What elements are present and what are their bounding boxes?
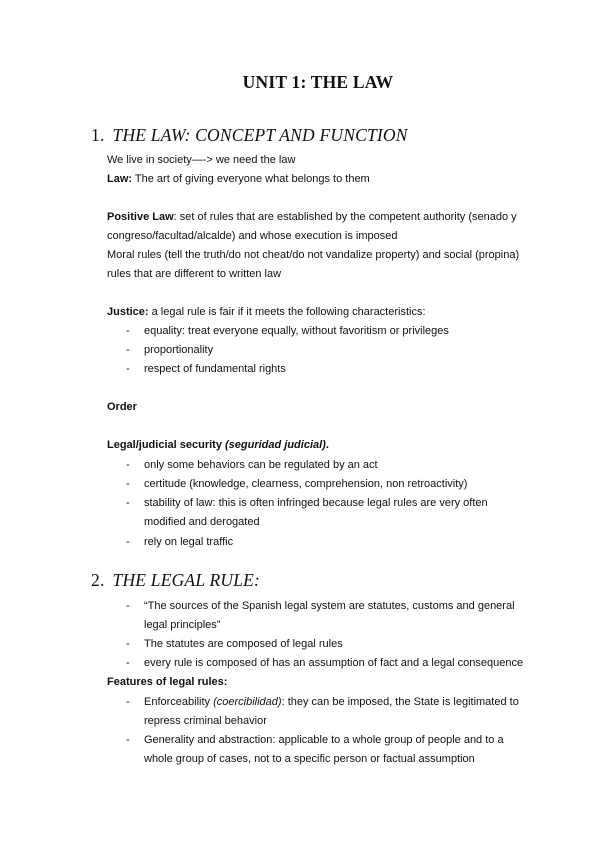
text-line: Moral rules (tell the truth/do not cheat/do not vandalize property) and social (propina) — [107, 249, 520, 261]
list-dash: - — [126, 325, 130, 337]
list-dash: - — [126, 536, 130, 548]
list-item: respect of fundamental rights — [144, 363, 286, 375]
term-end: . — [325, 439, 329, 451]
list-item-continuation: legal principles” — [144, 619, 221, 631]
list-item-continuation: modified and derogated — [144, 516, 260, 528]
term-text: The art of giving everyone what belongs to them — [132, 173, 370, 185]
page-title: UNIT 1: THE LAW — [242, 72, 394, 92]
legal-security-heading — [107, 435, 329, 455]
list-item: every rule is composed of has an assumption of fact and a legal consequence — [144, 657, 524, 669]
list-item: only some behaviors can be regulated by an act — [144, 459, 378, 471]
list-dash: - — [126, 657, 130, 669]
term-label: Law: — [107, 173, 133, 185]
list-item: “The sources of the Spanish legal system are statutes, customs and general — [144, 600, 515, 612]
list-dash: - — [126, 638, 130, 650]
section-title: THE LEGAL RULE: — [112, 570, 261, 590]
list-dash: - — [126, 344, 130, 356]
list-dash: - — [126, 696, 130, 708]
list-item: rely on legal traffic — [144, 536, 234, 548]
justice-definition — [107, 302, 426, 322]
term-label: Legal/judicial security — [107, 439, 225, 451]
term-text: a legal rule is fair if it meets the following characteristics: — [148, 306, 426, 318]
text-line: congreso/facultad/alcalde) and whose execution is imposed — [107, 230, 398, 242]
list-dash: - — [126, 734, 130, 746]
term-label: Justice: — [107, 306, 149, 318]
intro-line: We live in society—-> we need the law — [107, 154, 296, 166]
features-label: Features of legal rules: — [107, 676, 228, 688]
term-label: Positive Law — [107, 211, 174, 223]
order-label: Order — [107, 401, 137, 413]
positive-law-definition — [107, 207, 517, 227]
list-dash: - — [126, 497, 130, 509]
section-1-heading — [91, 125, 408, 146]
list-dash: - — [126, 363, 130, 375]
term-italic: (seguridad judicial) — [225, 439, 326, 451]
list-item — [144, 692, 519, 712]
section-2-heading — [91, 570, 260, 591]
list-item: Generality and abstraction: applicable to a whole group of people and to a — [144, 734, 504, 746]
section-number: 1. — [91, 125, 105, 145]
section-number: 2. — [91, 570, 105, 590]
item-text: Enforceability — [144, 696, 214, 708]
section-title: THE LAW: CONCEPT AND FUNCTION — [112, 125, 408, 145]
list-item: stability of law: this is often infringed because legal rules are very often — [144, 497, 488, 509]
list-dash: - — [126, 478, 130, 490]
item-text: : they can be imposed, the State is legitimated to — [281, 696, 519, 708]
text-line: rules that are different to written law — [107, 268, 282, 280]
law-definition — [107, 169, 370, 189]
list-item: The statutes are composed of legal rules — [144, 638, 343, 650]
list-dash: - — [126, 459, 130, 471]
list-dash: - — [126, 600, 130, 612]
item-italic: (coercibilidad) — [213, 696, 282, 708]
term-text: : set of rules that are established by the competent authority (senado y — [173, 211, 517, 223]
list-item: equality: treat everyone equally, without favoritism or privileges — [144, 325, 449, 337]
list-item-continuation: whole group of cases, not to a specific person or factual assumption — [144, 753, 475, 765]
list-item-continuation: repress criminal behavior — [144, 715, 267, 727]
list-item: certitude (knowledge, clearness, comprehension, non retroactivity) — [144, 478, 468, 490]
list-item: proportionality — [144, 344, 214, 356]
